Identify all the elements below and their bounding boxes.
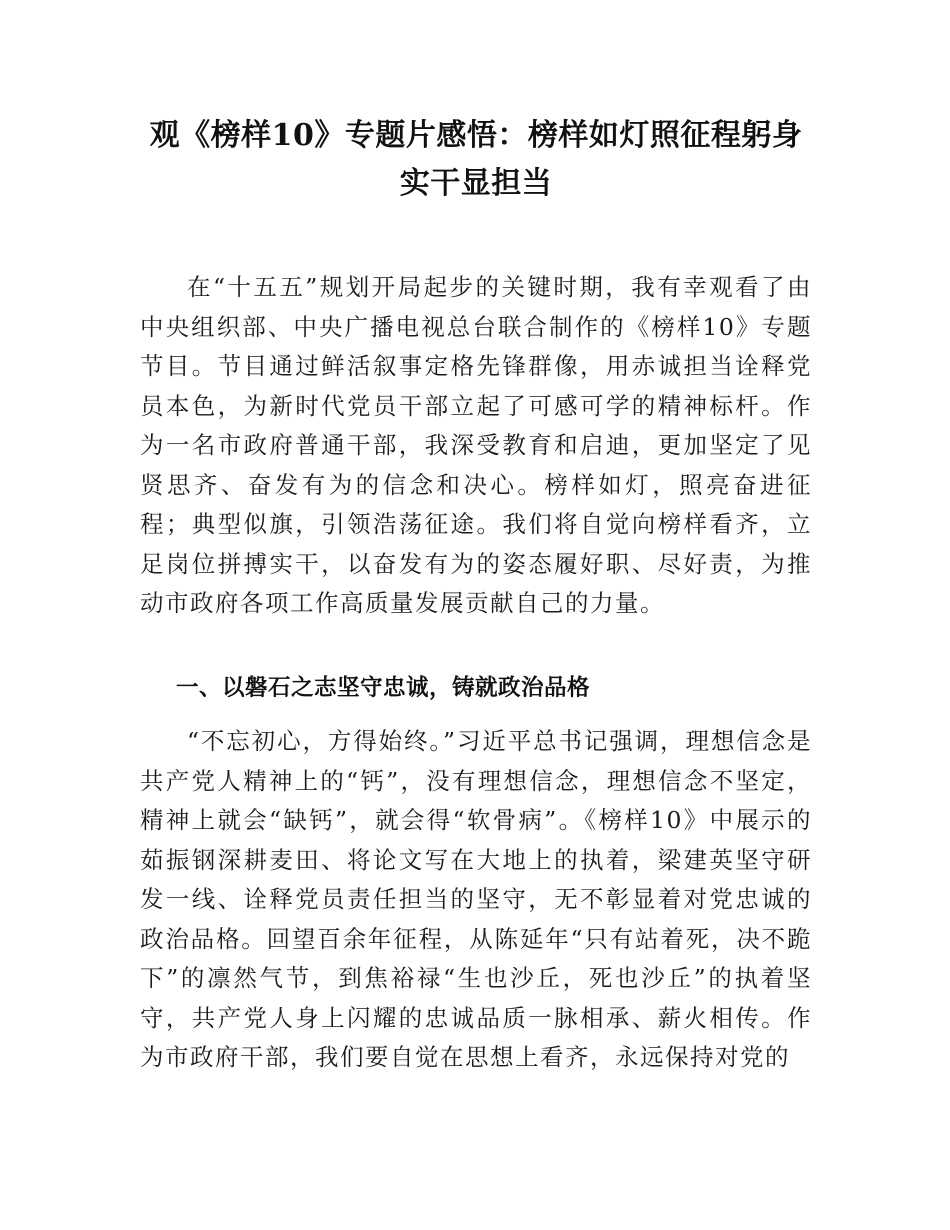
section-heading: 一、以磐石之志坚守忠诚，铸就政治品格 (176, 675, 591, 701)
section-paragraph: “不忘初心，方得始终。”习近平总书记强调，理想信念是共产党人精神上的“钙”，没有理想信念，理想信念不坚定，精神上就会“缺钙”，就会得“软骨病”。《榜样10》中展示的茹振钢深耕麦田、将论文写在大地上的执着，梁建英坚守研发一线、诠释党员责任担当的坚守，无不彰显着对党忠诚的政治品格。回望百余年征程，从陈延年“只有站着死，决不跪下”的凛然气节，到焦裕禄“生也沙丘，死也沙丘”的执着坚守，共产党人身上闪耀的忠诚品质一脉相承、薪火相传。作为市政府干部，我们要自觉在思想上看齐，永远保持对党的 (140, 727, 812, 1071)
document-title: 观《榜样10》专题片感悟：榜样如灯照征程躬身实干显担当 (149, 118, 803, 201)
intro-paragraph: 在“十五五”规划开局起步的关键时期，我有幸观看了由中央组织部、中央广播电视总台联合制作的《榜样10》专题节目。节目通过鲜活叙事定格先锋群像，用赤诚担当诠释党员本色，为新时代党员干部立起了可感可学的精神标杆。作为一名市政府普通干部，我深受教育和启迪，更加坚定了见贤思齐、奋发有为的信念和决心。榜样如灯，照亮奋进征程；典型似旗，引领浩荡征途。我们将自觉向榜样看齐，立足岗位拼搏实干，以奋发有为的姿态履好职、尽好责，为推动市政府各项工作高质量发展贡献自己的力量。 (140, 273, 812, 617)
